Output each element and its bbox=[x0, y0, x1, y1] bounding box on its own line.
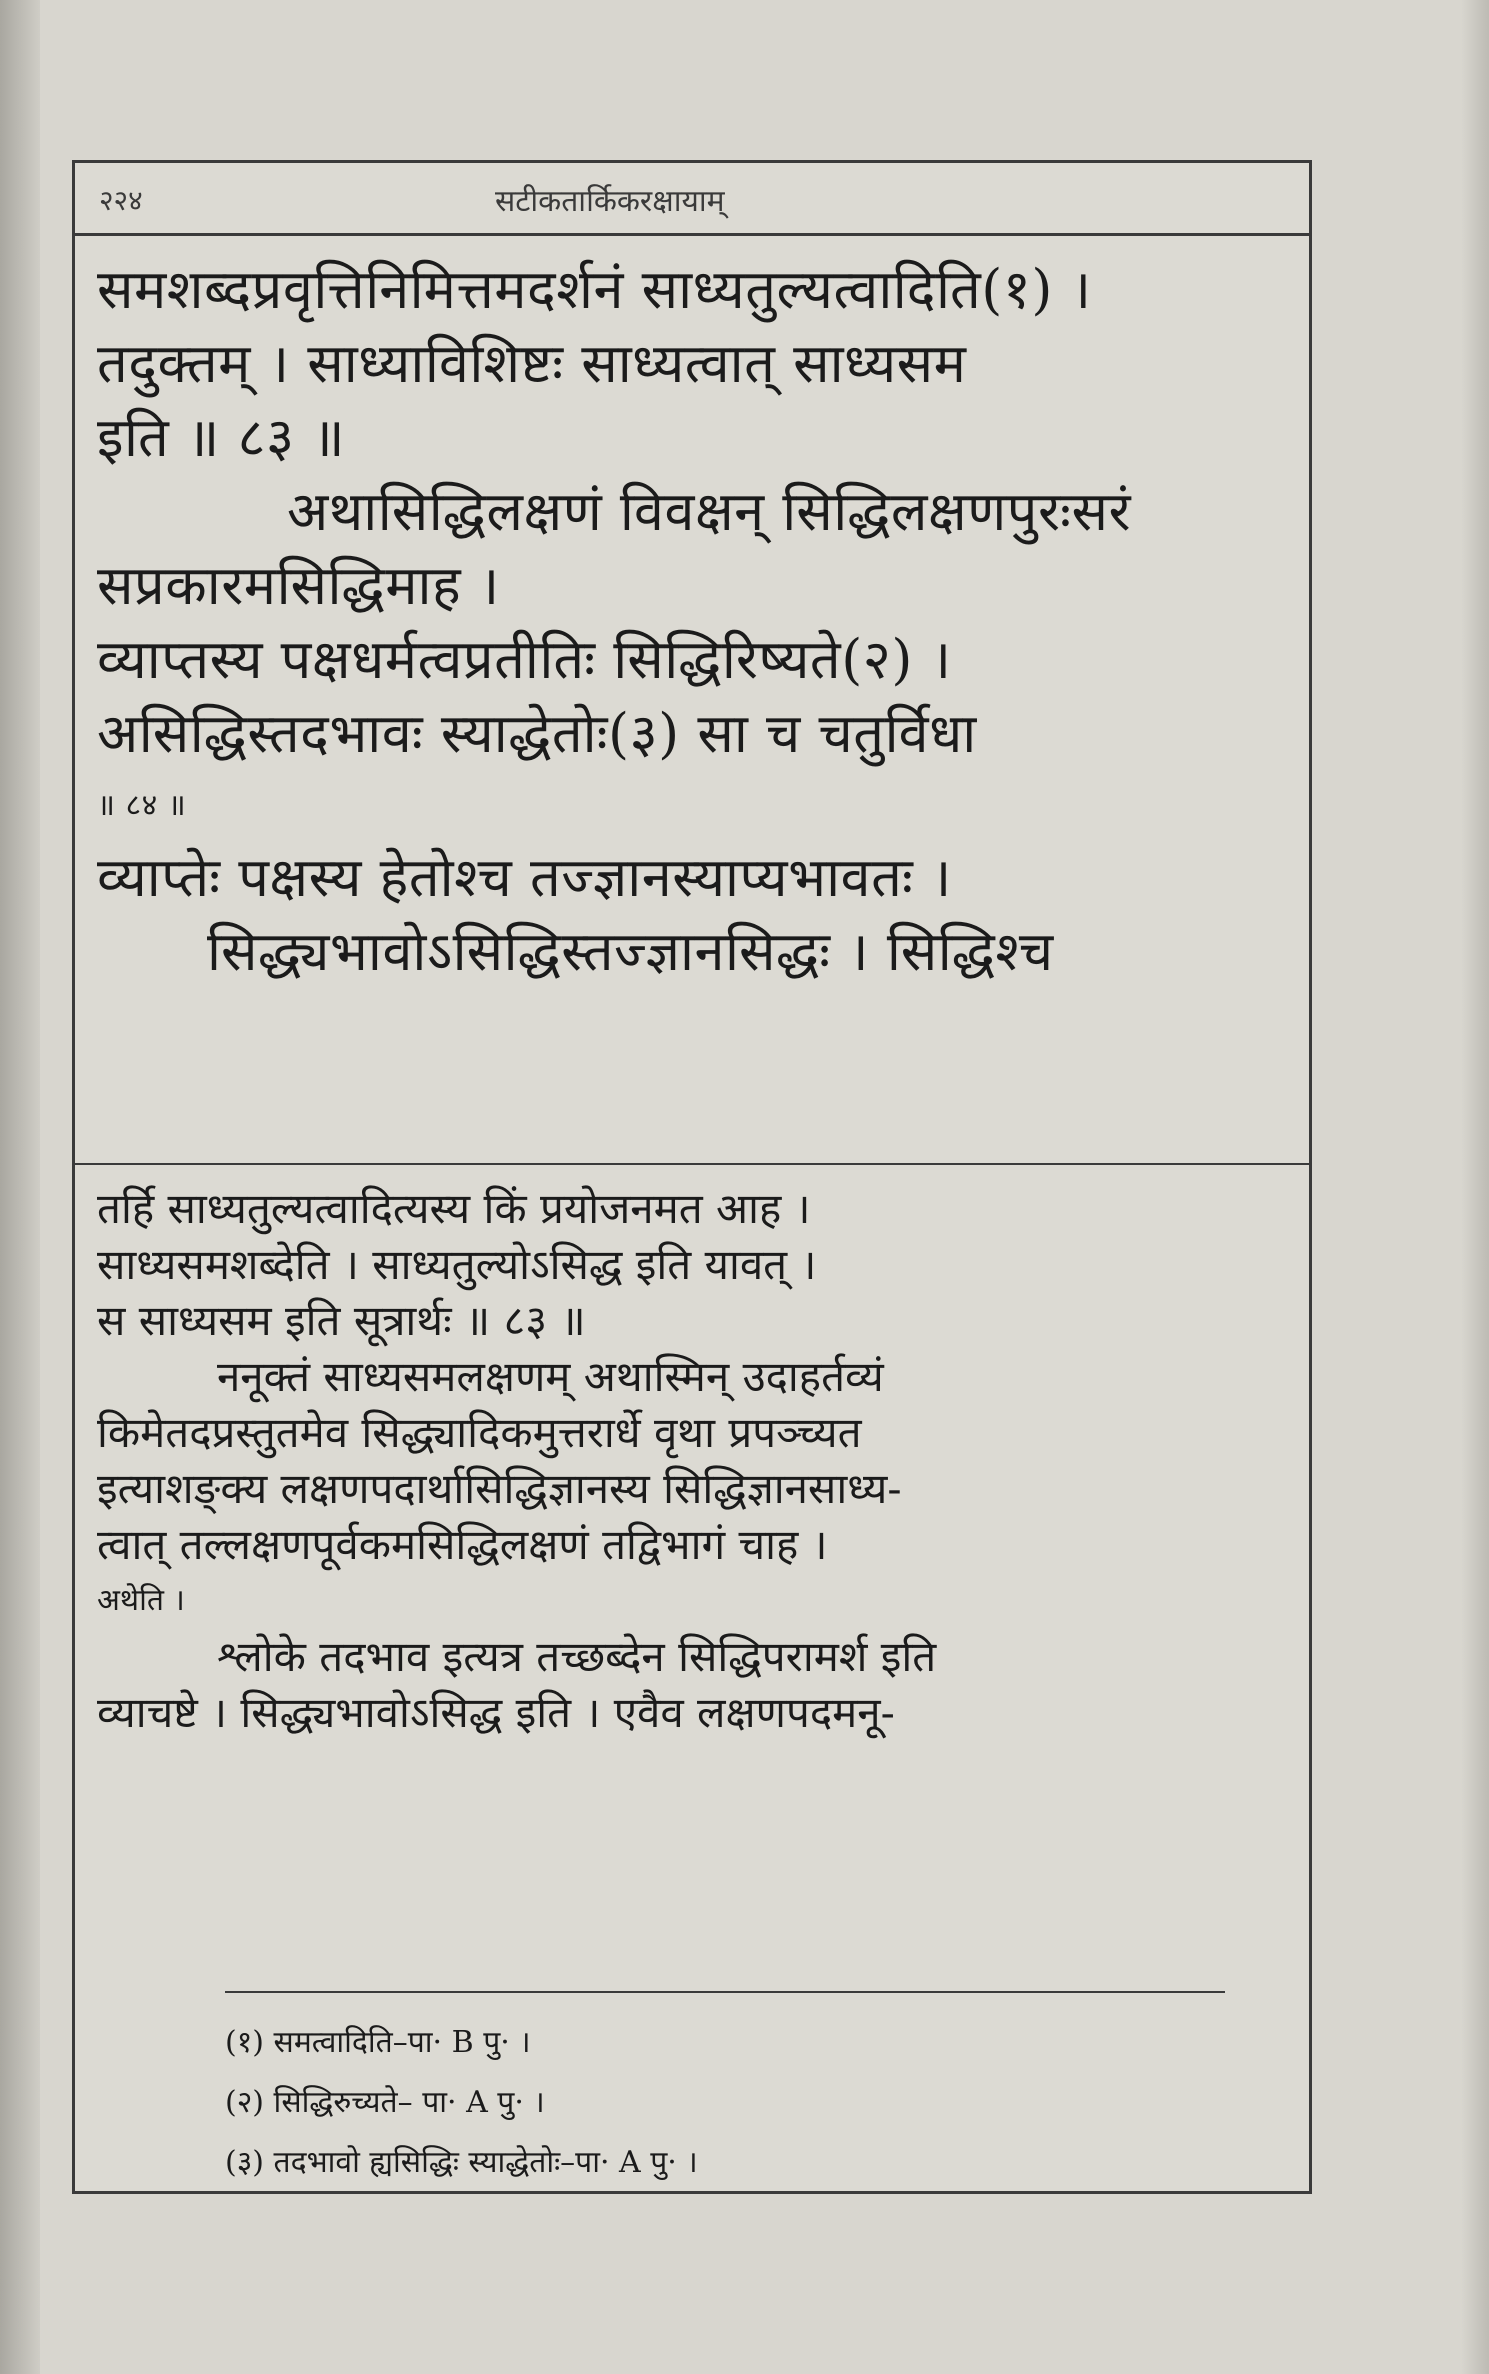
scan-left-edge bbox=[0, 0, 40, 2374]
main-line: सिद्ध्यभावोऽसिद्धिस्तज्ज्ञानसिद्धः । सिद्धिश्च bbox=[207, 920, 1054, 983]
commentary-line: साध्यसमशब्देति । साध्यतुल्योऽसिद्ध इति यावत् । bbox=[97, 1240, 817, 1289]
scan-right-edge bbox=[1461, 0, 1489, 2374]
footnote-divider bbox=[225, 1991, 1225, 1993]
commentary-line: ननूक्तं साध्यसमलक्षणम् अथास्मिन् उदाहर्तव्यं bbox=[217, 1352, 884, 1401]
page-number: २२४ bbox=[99, 184, 143, 217]
commentary-line: श्लोके तदभाव इत्यत्र तच्छब्देन सिद्धिपरामर्श इति bbox=[217, 1632, 937, 1681]
footnote: (२) सिद्धिरुच्यते– पा· A पु· । bbox=[225, 2085, 545, 2120]
page-header bbox=[75, 163, 1309, 236]
commentary-line: स साध्यसम इति सूत्रार्थः ॥ ८३ ॥ bbox=[97, 1296, 586, 1345]
main-line: अथासिद्धिलक्षणं विवक्षन् सिद्धिलक्षणपुरःसरं bbox=[287, 480, 1132, 543]
main-line: समशब्दप्रवृत्तिनिमित्तमदर्शनं साध्यतुल्यत्वादिति(१) । bbox=[97, 258, 1092, 321]
main-line: व्याप्तेः पक्षस्य हेतोश्च तज्ज्ञानस्याप्यभावतः । bbox=[97, 846, 952, 909]
running-title: सटीकतार्किकरक्षायाम् bbox=[495, 184, 725, 219]
commentary-line: तर्हि साध्यतुल्यत्वादित्यस्य किं प्रयोजनमत आह । bbox=[97, 1184, 811, 1233]
commentary-line: व्याचष्टे । सिद्ध्यभावोऽसिद्ध इति । एवैव लक्षणपदमनू- bbox=[97, 1688, 895, 1737]
commentary-line: अथेति । bbox=[97, 1583, 185, 1618]
main-commentary-divider bbox=[75, 1163, 1309, 1165]
footnote: (३) तदभावो ह्यसिद्धिः स्याद्धेतोः–पा· A पु· । bbox=[225, 2145, 698, 2180]
page-frame bbox=[72, 160, 1312, 2194]
main-line: तदुक्तम् । साध्याविशिष्टः साध्यत्वात् साध्यसम bbox=[97, 332, 967, 395]
commentary-line: इत्याशङ्क्य लक्षणपदार्थासिद्धिज्ञानस्य सिद्धिज्ञानसाध्य- bbox=[97, 1464, 902, 1513]
footnote: (१) समत्वादिति–पा· B पु· । bbox=[225, 2025, 531, 2060]
main-line: व्याप्तस्य पक्षधर्मत्वप्रतीतिः सिद्धिरिष्यते(२) । bbox=[97, 628, 952, 691]
main-line: इति ॥ ८३ ॥ bbox=[97, 406, 346, 469]
main-line: असिद्धिस्तदभावः स्याद्धेतोः(३) सा च चतुर्विधा bbox=[97, 702, 977, 765]
footnotes bbox=[225, 2013, 1225, 2193]
main-line: ॥ ८४ ॥ bbox=[97, 788, 187, 823]
commentary-line: किमेतदप्रस्तुतमेव सिद्ध्यादिकमुत्तरार्धे वृथा प्रपञ्च्यत bbox=[97, 1408, 862, 1457]
main-text bbox=[97, 253, 1293, 989]
main-line: सप्रकारमसिद्धिमाह । bbox=[97, 554, 500, 617]
commentary-line: त्वात् तल्लक्षणपूर्वकमसिद्धिलक्षणं तद्विभागं चाह । bbox=[97, 1520, 828, 1569]
commentary-text bbox=[97, 1181, 1293, 1741]
